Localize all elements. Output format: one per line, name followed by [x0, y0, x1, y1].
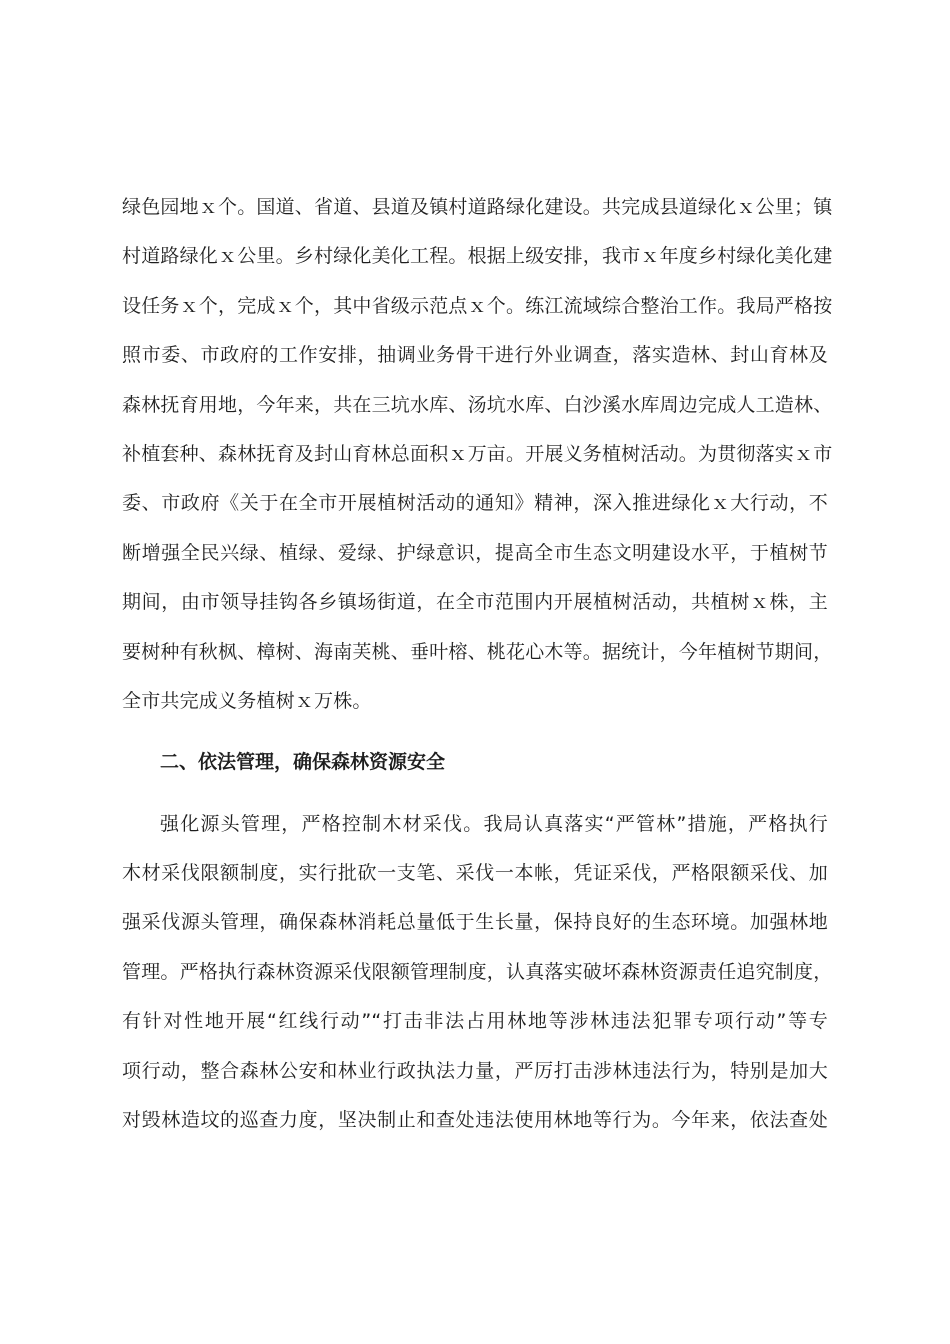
text-line: 强采伐源头管理，确保森林消耗总量低于生长量，保持良好的生态环境。加强林地 — [122, 911, 828, 934]
paragraph-forest-management — [122, 800, 833, 1146]
text-line: 照市委、市政府的工作安排，抽调业务骨干进行外业调查，落实造林、封山育林及 — [122, 344, 828, 367]
text-line: 森林抚育用地，今年来，共在三坑水库、汤坑水库、白沙溪水库周边完成人工造林、 — [122, 393, 833, 416]
section-heading: 二、依法管理，确保森林资源安全 — [160, 751, 446, 774]
paragraph-gap — [122, 726, 828, 738]
text-line: 村道路绿化ｘ公里。乡村绿化美化工程。根据上级安排，我市ｘ年度乡村绿化美化建 — [122, 245, 833, 268]
text-line: 补植套种、森林抚育及封山育林总面积ｘ万亩。开展义务植树活动。为贯彻落实ｘ市 — [122, 442, 833, 465]
text-line: 全市共完成义务植树ｘ万株。 — [122, 689, 372, 712]
document-body — [122, 183, 833, 1145]
paragraph-greening-projects — [122, 183, 833, 726]
text-line: 要树种有秋枫、樟树、海南芙桃、垂叶榕、桃花心木等。据统计，今年植树节期间， — [122, 640, 833, 663]
text-line: 木材采伐限额制度，实行批砍一支笔、采伐一本帐，凭证采伐，严格限额采伐、加 — [122, 862, 828, 885]
text-line: 设任务ｘ个，完成ｘ个，其中省级示范点ｘ个。练江流域综合整治工作。我局严格按 — [122, 294, 833, 317]
text-line: 项行动，整合森林公安和林业行政执法力量，严厉打击涉林违法行为，特别是加大 — [122, 1059, 828, 1082]
text-line: 管理。严格执行森林资源采伐限额管理制度，认真落实破坏森林资源责任追究制度， — [122, 960, 833, 983]
text-line: 委、市政府《关于在全市开展植树活动的通知》精神，深入推进绿化ｘ大行动，不 — [122, 492, 828, 515]
text-line: 期间，由市领导挂钩各乡镇场街道，在全市范围内开展植树活动，共植树ｘ株，主 — [122, 591, 828, 614]
text-line: 对毁林造坟的巡查力度，坚决制止和查处违法使用林地等行为。今年来，依法查处 — [122, 1109, 828, 1132]
text-line: 强化源头管理，严格控制木材采伐。我局认真落实“严管林”措施，严格执行 — [160, 812, 828, 835]
text-line: 绿色园地ｘ个。国道、省道、县道及镇村道路绿化建设。共完成县道绿化ｘ公里；镇 — [122, 196, 833, 218]
text-line: 断增强全民兴绿、植绿、爱绿、护绿意识，提高全市生态文明建设水平，于植树节 — [122, 541, 828, 564]
text-line: 有针对性地开展“红线行动”“打击非法占用林地等涉林违法犯罪专项行动”等专 — [122, 1010, 828, 1033]
paragraph-gap — [122, 788, 828, 800]
